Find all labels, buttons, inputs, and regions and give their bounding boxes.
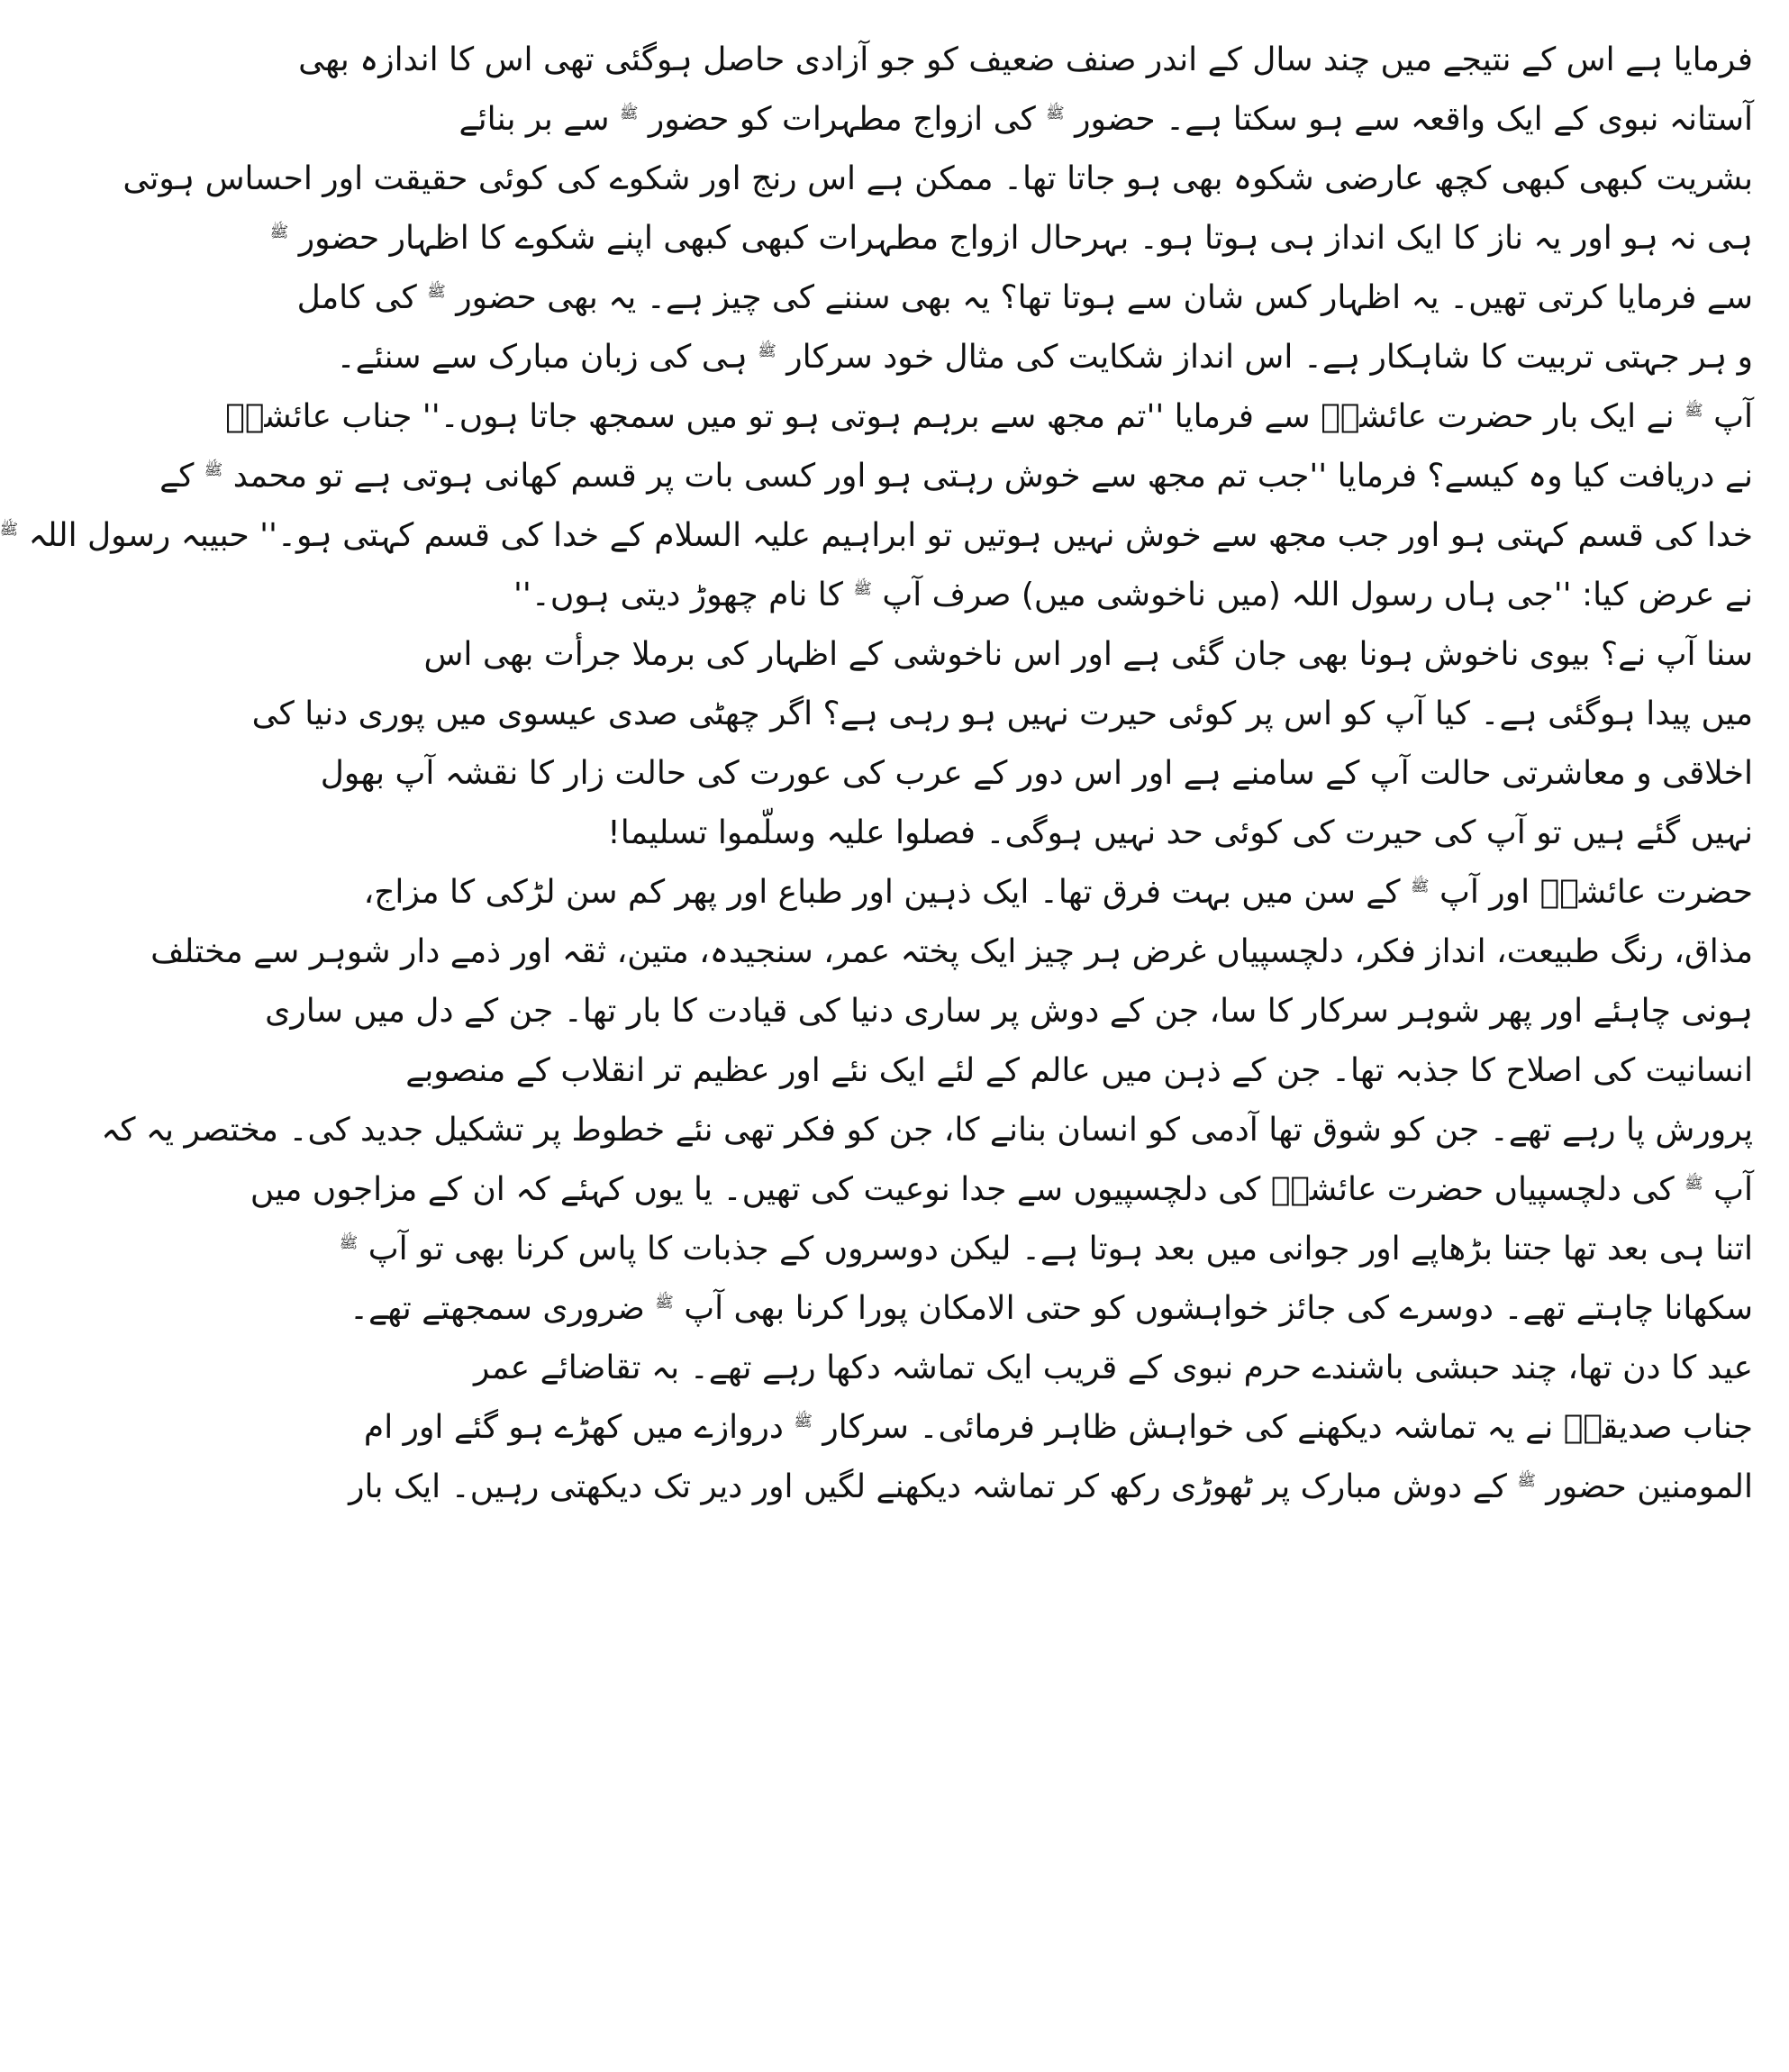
salawat-glyph: ﷺ (427, 283, 446, 301)
salawat-glyph: ﷺ (619, 105, 639, 123)
text-line: مذاق، رنگ طبیعت، انداز فکر، دلچسپیاں غرض ہر چیز ایک پختہ عمر، سنجیدہ، متین، ثقہ اور ذمے دار شوہر سے مختلف (150, 933, 1753, 970)
salawat-glyph: ﷺ (1046, 105, 1065, 123)
text-line: عید کا دن تھا، چند حبشی باشندے حرم نبوی کے قریب ایک تماشہ دکھا رہے تھے۔ بہ تقاضائے عمر (474, 1350, 1753, 1386)
salawat-glyph: ﷺ (1685, 1175, 1703, 1193)
text-line: سنا آپ نے؟ بیوی ناخوش ہونا بھی جان گئی ہے اور اس ناخوشی کے اظہار کی برملا جرأت بھی اس (423, 636, 1753, 673)
text-line: سے فرمایا کرتی تھیں۔ یہ اظہار کس شان سے ہوتا تھا؟ یہ بھی سننے کی چیز ہے۔ یہ بھی حضور ﷺ کی کامل (296, 279, 1753, 316)
salawat-glyph: ﷺ (1685, 402, 1703, 420)
text-line: سکھانا چاہتے تھے۔ دوسرے کی جائز خواہشوں کو حتی الامکان پورا کرنا بھی آپ ﷺ ضروری سمجھتے تھے۔ (349, 1290, 1753, 1327)
text-line: خدا کی قسم کہتی ہو اور جب مجھ سے خوش نہیں ہوتیں تو ابراہیم علیہ السلام کے خدا کی قسم کہتی ہو۔'' حبیبہ رسول اللہ ﷺ (0, 517, 1753, 554)
salawat-glyph: ﷺ (853, 580, 872, 598)
text-line: اتنا ہی بعد تھا جتنا بڑھاپے اور جوانی میں بعد ہوتا ہے۔ لیکن دوسروں کے جذبات کا پاس کرنا بھی تو آپ ﷺ (339, 1231, 1753, 1268)
salawat-glyph: ﷺ (204, 461, 223, 479)
paragraph (349, 1339, 1753, 1517)
salawat-glyph: ﷺ (269, 223, 289, 241)
paragraph (101, 863, 1753, 1339)
text-line: المومنین حضور ﷺ کے دوش مبارک پر ٹھوڑی رکھ کر تماشہ دیکھنے لگیں اور دیر تک دیکھتی رہیں۔ ایک بار (349, 1468, 1753, 1505)
salawat-glyph: ﷺ (655, 1294, 674, 1312)
text-line: نے دریافت کیا وہ کیسے؟ فرمایا ''جب تم مجھ سے خوش رہتی ہو اور کسی بات پر قسم کھانی ہوتی ہے تو محمد ﷺ کے (159, 458, 1753, 495)
salawat-glyph: ﷺ (339, 1234, 359, 1252)
salawat-glyph: ﷺ (1517, 1472, 1536, 1490)
text-line: پرورش پا رہے تھے۔ جن کو شوق تھا آدمی کو انسان بنانے کا، جن کو فکر تھی نئے خطوط پر تشکیل جدید کی۔ مختصر یہ کہ (101, 1112, 1753, 1149)
text-line: آپ ﷺ نے ایک بار حضرت عائشہؓ سے فرمایا ''تم مجھ سے برہم ہوتی ہو تو میں سمجھ جاتا ہوں۔'' جناب عائشہؓ (225, 398, 1753, 435)
text-line: آستانہ نبوی کے ایک واقعہ سے ہو سکتا ہے۔ حضور ﷺ کی ازواج مطہرات کو حضور ﷺ سے بر بنائے (459, 101, 1753, 138)
paragraph (0, 31, 1753, 625)
text-line: فرمایا ہے اس کے نتیجے میں چند سال کے اندر صنف ضعیف کو جو آزادی حاصل ہوگئی تھی اس کا اندازہ بھی (298, 41, 1753, 78)
text-line: ہونی چاہئے اور پھر شوہر سرکار کا سا، جن کے دوش پر ساری دنیا کی قیادت کا بار تھا۔ جن کے دل میں ساری (265, 993, 1753, 1030)
text-line: و ہر جہتی تربیت کا شاہکار ہے۔ اس انداز شکایت کی مثال خود سرکار ﷺ ہی کی زبان مبارک سے سنئے۔ (336, 339, 1753, 376)
text-line: آپ ﷺ کی دلچسپیاں حضرت عائشہؓ کی دلچسپیوں سے جدا نوعیت کی تھیں۔ یا یوں کہئے کہ ان کے مزاجوں میں (250, 1171, 1753, 1208)
text-line: نہیں گئے ہیں تو آپ کی حیرت کی کوئی حد نہیں ہوگی۔ فصلوا علیہ وسلّموا تسلیما! (607, 814, 1753, 851)
salawat-glyph: ﷺ (794, 1413, 813, 1431)
text-line: بشریت کبھی کبھی کچھ عارضی شکوہ بھی ہو جاتا تھا۔ ممکن ہے اس رنج اور شکوے کی کوئی حقیقت اور احساس ہوتی (123, 160, 1753, 197)
text-line: جناب صدیقہؓ نے یہ تماشہ دیکھنے کی خواہش ظاہر فرمائی۔ سرکار ﷺ دروازے میں کھڑے ہو گئے اور ام (363, 1409, 1753, 1446)
text-line: انسانیت کی اصلاح کا جذبہ تھا۔ جن کے ذہن میں عالم کے لئے ایک نئے اور عظیم تر انقلاب کے منصوبے (405, 1052, 1753, 1089)
paragraph (251, 625, 1753, 863)
text-line: ہی نہ ہو اور یہ ناز کا ایک انداز ہی ہوتا ہو۔ بہرحال ازواج مطہرات کبھی کبھی اپنے شکوے کا اظہار حضور ﷺ (269, 220, 1753, 257)
text-line: نے عرض کیا: ''جی ہاں رسول اللہ (میں ناخوشی میں) صرف آپ ﷺ کا نام چھوڑ دیتی ہوں۔'' (513, 577, 1753, 613)
salawat-glyph: ﷺ (758, 342, 776, 360)
text-line: میں پیدا ہوگئی ہے۔ کیا آپ کو اس پر کوئی حیرت نہیں ہو رہی ہے؟ اگر چھٹی صدی عیسوی میں پوری دنیا کی (251, 695, 1753, 732)
salawat-glyph: ﷺ (1410, 877, 1430, 895)
salawat-glyph: ﷺ (0, 521, 19, 539)
text-line: اخلاقی و معاشرتی حالت آپ کے سامنے ہے اور اس دور کے عرب کی عورت کی حالت زار کا نقشہ آپ بھول (320, 755, 1753, 792)
text-line: حضرت عائشہؓ اور آپ ﷺ کے سن میں بہت فرق تھا۔ ایک ذہین اور طباع اور پھر کم سن لڑکی کا مزاج، (363, 874, 1753, 911)
